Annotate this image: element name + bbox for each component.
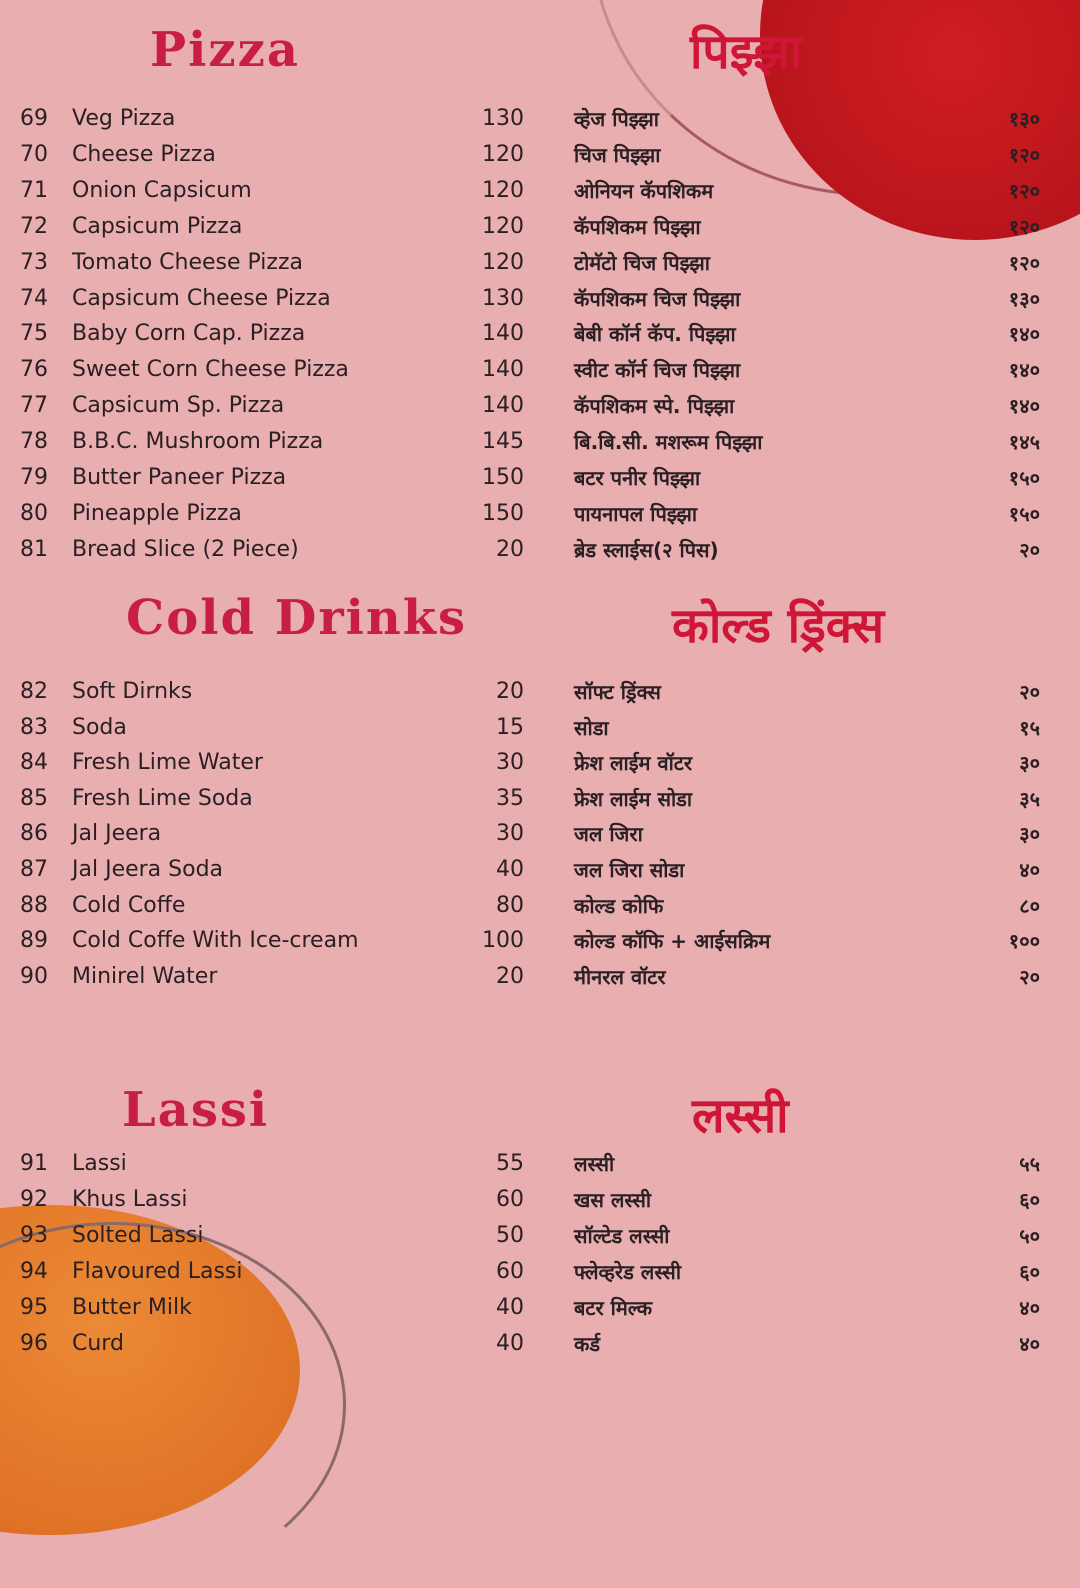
item-name: Bread Slice (2 Piece) xyxy=(72,536,299,562)
item-name-hindi: जल जिरा सोडा xyxy=(574,858,685,882)
item-name-hindi: कोल्ड कोफि xyxy=(574,893,664,918)
menu-item-row xyxy=(20,1290,1060,1326)
item-price: 30 xyxy=(496,750,524,776)
menu-item-row xyxy=(20,173,1060,209)
section-title-lassi-hindi: लस्सी xyxy=(692,1088,789,1144)
menu-item-row xyxy=(20,460,1060,496)
item-price-hindi: ३० xyxy=(1019,822,1040,847)
item-name: Fresh Lime Water xyxy=(72,750,263,776)
section-title-cold-drinks: Cold Drinks xyxy=(126,590,468,646)
item-name: Pineapple Pizza xyxy=(72,500,242,526)
item-number: 69 xyxy=(20,106,48,131)
item-number: 92 xyxy=(20,1187,48,1212)
item-name-hindi: बि.बि.सी. मशरूम पिझ्झा xyxy=(574,430,763,455)
menu-item-row xyxy=(20,674,1060,710)
item-price: 120 xyxy=(482,141,524,167)
item-price: 120 xyxy=(482,213,524,239)
item-price-hindi: ४० xyxy=(1019,858,1040,882)
item-name: Capsicum Sp. Pizza xyxy=(72,393,285,419)
item-price: 150 xyxy=(482,465,524,490)
item-name: Minirel Water xyxy=(72,963,218,989)
item-number: 90 xyxy=(20,963,48,989)
item-number: 85 xyxy=(20,785,48,811)
menu-item-row xyxy=(20,388,1060,424)
item-name-hindi: चिज पिझ्झा xyxy=(574,142,661,167)
item-price: 35 xyxy=(496,785,524,811)
item-name: Cheese Pizza xyxy=(72,141,216,167)
menu-item-row xyxy=(20,1254,1060,1290)
item-number: 95 xyxy=(20,1295,48,1320)
item-price: 100 xyxy=(482,928,524,954)
item-name-hindi: फ्रेश लाईम सोडा xyxy=(574,786,693,811)
item-price: 150 xyxy=(482,500,524,526)
menu-item-row xyxy=(20,888,1060,924)
item-number: 79 xyxy=(20,465,48,490)
item-name-hindi: कर्ड xyxy=(574,1332,601,1356)
item-price-hindi: १३० xyxy=(1008,107,1040,131)
menu-item-row xyxy=(20,209,1060,245)
item-number: 86 xyxy=(20,821,48,847)
menu-item-row xyxy=(20,1218,1060,1254)
item-price: 130 xyxy=(482,285,524,311)
item-name: Flavoured Lassi xyxy=(72,1259,243,1284)
item-number: 80 xyxy=(20,500,48,526)
menu-item-row xyxy=(20,1326,1060,1362)
item-name: Tomato Cheese Pizza xyxy=(72,249,303,275)
item-name: Lassi xyxy=(72,1151,127,1176)
item-price: 140 xyxy=(482,357,524,383)
item-price: 60 xyxy=(496,1259,524,1284)
item-price-hindi: १२० xyxy=(1008,214,1040,239)
menu-item-row xyxy=(20,745,1060,781)
menu-item-row xyxy=(20,424,1060,460)
item-price-hindi: १५० xyxy=(1008,501,1040,526)
item-name-hindi: व्हेज पिझ्झा xyxy=(574,107,659,131)
item-name: Solted Lassi xyxy=(72,1223,204,1248)
item-price-hindi: २० xyxy=(1019,964,1040,989)
item-name-hindi: बेबी कॉर्न कॅप. पिझ्झा xyxy=(574,322,736,347)
item-price-hindi: १४५ xyxy=(1008,430,1040,455)
menu-item-row xyxy=(20,1182,1060,1218)
item-name: Jal Jeera Soda xyxy=(72,857,224,882)
item-name-hindi: ब्रेड स्लाईस(२ पिस) xyxy=(574,537,719,562)
item-price: 40 xyxy=(496,1331,524,1356)
item-number: 72 xyxy=(20,213,48,239)
item-price-hindi: १४० xyxy=(1008,394,1040,419)
item-name: Soft Dirnks xyxy=(72,679,193,704)
item-name-hindi: स्वीट कॉर्न चिज पिझ्झा xyxy=(574,358,741,383)
menu-item-row xyxy=(20,816,1060,852)
item-number: 74 xyxy=(20,285,48,311)
item-name: Curd xyxy=(72,1331,124,1356)
menu-item-row xyxy=(20,281,1060,317)
item-price-hindi: १५ xyxy=(1019,715,1040,740)
item-number: 81 xyxy=(20,536,48,562)
item-number: 70 xyxy=(20,141,48,167)
item-name-hindi: कॅपशिकम चिज पिझ्झा xyxy=(574,286,741,311)
item-price-hindi: १२० xyxy=(1008,178,1040,203)
item-price-hindi: २० xyxy=(1019,680,1040,704)
menu-item-row xyxy=(20,316,1060,352)
item-name-hindi: कोल्ड कॉफि + आईसक्रिम xyxy=(574,929,771,954)
section-title-pizza-hindi: पिझ्झा xyxy=(690,24,803,80)
item-price: 20 xyxy=(496,963,524,989)
item-number: 78 xyxy=(20,429,48,455)
menu-item-row xyxy=(20,781,1060,817)
item-price-hindi: १३० xyxy=(1008,286,1040,311)
item-price: 130 xyxy=(482,106,524,131)
item-number: 93 xyxy=(20,1223,48,1248)
item-name: Butter Paneer Pizza xyxy=(72,465,287,490)
item-price: 120 xyxy=(482,249,524,275)
item-number: 76 xyxy=(20,357,48,383)
item-price-hindi: १४० xyxy=(1008,358,1040,383)
item-number: 94 xyxy=(20,1259,48,1284)
item-name-hindi: खस लस्सी xyxy=(574,1188,652,1212)
item-number: 88 xyxy=(20,892,48,918)
item-number: 89 xyxy=(20,928,48,954)
item-number: 71 xyxy=(20,177,48,203)
menu-item-row xyxy=(20,1146,1060,1182)
item-name-hindi: फ्लेव्हरेड लस्सी xyxy=(574,1260,682,1284)
item-name: Soda xyxy=(72,714,127,740)
item-price: 140 xyxy=(482,321,524,347)
item-price-hindi: १२० xyxy=(1008,250,1040,275)
item-price-hindi: १५० xyxy=(1008,466,1040,490)
item-price: 40 xyxy=(496,1295,524,1320)
item-name-hindi: मीनरल वॉटर xyxy=(574,964,666,989)
item-price: 55 xyxy=(496,1151,524,1176)
item-name: Veg Pizza xyxy=(72,106,176,131)
item-price-hindi: १०० xyxy=(1008,929,1040,954)
menu-item-row xyxy=(20,959,1060,995)
menu-item-row xyxy=(20,496,1060,532)
item-price-hindi: ५० xyxy=(1019,1224,1040,1248)
item-name-hindi: टोमॅटो चिज पिझ्झा xyxy=(574,250,710,275)
menu-item-row xyxy=(20,101,1060,137)
item-name: B.B.C. Mushroom Pizza xyxy=(72,429,324,455)
item-price: 40 xyxy=(496,857,524,882)
menu-item-row xyxy=(20,245,1060,281)
item-name-hindi: बटर पनीर पिझ्झा xyxy=(574,466,701,490)
item-name-hindi: ओनियन कॅपशिकम xyxy=(574,178,714,203)
item-number: 83 xyxy=(20,714,48,740)
section-title-pizza: Pizza xyxy=(150,22,300,78)
item-price: 145 xyxy=(482,429,524,455)
item-name: Khus Lassi xyxy=(72,1187,188,1212)
menu-item-row xyxy=(20,137,1060,173)
item-name-hindi: सॉफ्ट ड्रिंक्स xyxy=(574,680,661,704)
item-name: Cold Coffe With Ice-cream xyxy=(72,928,359,954)
item-price-hindi: ४० xyxy=(1019,1296,1040,1320)
item-name: Cold Coffe xyxy=(72,892,186,918)
item-number: 96 xyxy=(20,1331,48,1356)
item-price-hindi: १४० xyxy=(1008,322,1040,347)
item-price-hindi: ५५ xyxy=(1019,1152,1040,1176)
item-price: 15 xyxy=(496,714,524,740)
item-name: Jal Jeera xyxy=(72,821,162,847)
item-name-hindi: कॅपशिकम पिझ्झा xyxy=(574,214,701,239)
item-number: 82 xyxy=(20,679,48,704)
item-price-hindi: ३५ xyxy=(1019,786,1040,811)
menu-item-row xyxy=(20,710,1060,746)
item-name-hindi: पायनापल पिझ्झा xyxy=(574,501,698,526)
item-name-hindi: बटर मिल्क xyxy=(574,1296,653,1320)
item-price: 30 xyxy=(496,821,524,847)
item-price-hindi: १२० xyxy=(1008,142,1040,167)
item-price: 60 xyxy=(496,1187,524,1212)
menu-item-row xyxy=(20,923,1060,959)
item-name: Capsicum Pizza xyxy=(72,213,243,239)
section-title-cold-drinks-hindi: कोल्ड ड्रिंक्स xyxy=(672,598,885,654)
item-name: Capsicum Cheese Pizza xyxy=(72,285,331,311)
item-number: 84 xyxy=(20,750,48,776)
item-price-hindi: ३० xyxy=(1019,751,1040,776)
item-price: 20 xyxy=(496,679,524,704)
menu-item-row xyxy=(20,532,1060,568)
item-name: Butter Milk xyxy=(72,1295,192,1320)
item-name-hindi: जल जिरा xyxy=(574,822,643,847)
item-name: Baby Corn Cap. Pizza xyxy=(72,321,306,347)
item-price-hindi: ६० xyxy=(1019,1188,1040,1212)
item-price: 50 xyxy=(496,1223,524,1248)
item-price-hindi: ४० xyxy=(1019,1332,1040,1356)
item-number: 73 xyxy=(20,249,48,275)
item-number: 75 xyxy=(20,321,48,347)
item-name: Sweet Corn Cheese Pizza xyxy=(72,357,349,383)
item-name-hindi: सॉल्टेड लस्सी xyxy=(574,1224,670,1248)
item-price: 80 xyxy=(496,892,524,918)
item-price: 20 xyxy=(496,536,524,562)
menu-item-row xyxy=(20,852,1060,888)
item-name-hindi: फ्रेश लाईम वॉटर xyxy=(574,751,693,776)
item-price-hindi: ६० xyxy=(1019,1260,1040,1284)
item-name: Onion Capsicum xyxy=(72,177,252,203)
item-price-hindi: २० xyxy=(1019,537,1040,562)
item-number: 91 xyxy=(20,1151,48,1176)
item-price: 120 xyxy=(482,177,524,203)
item-name-hindi: कॅपशिकम स्पे. पिझ्झा xyxy=(574,394,735,419)
item-name-hindi: लस्सी xyxy=(574,1152,615,1176)
item-number: 87 xyxy=(20,857,48,882)
item-number: 77 xyxy=(20,393,48,419)
item-price: 140 xyxy=(482,393,524,419)
item-name: Fresh Lime Soda xyxy=(72,785,253,811)
item-name-hindi: सोडा xyxy=(574,715,609,740)
item-price-hindi: ८० xyxy=(1019,893,1040,918)
menu-item-row xyxy=(20,352,1060,388)
section-title-lassi: Lassi xyxy=(122,1082,270,1138)
